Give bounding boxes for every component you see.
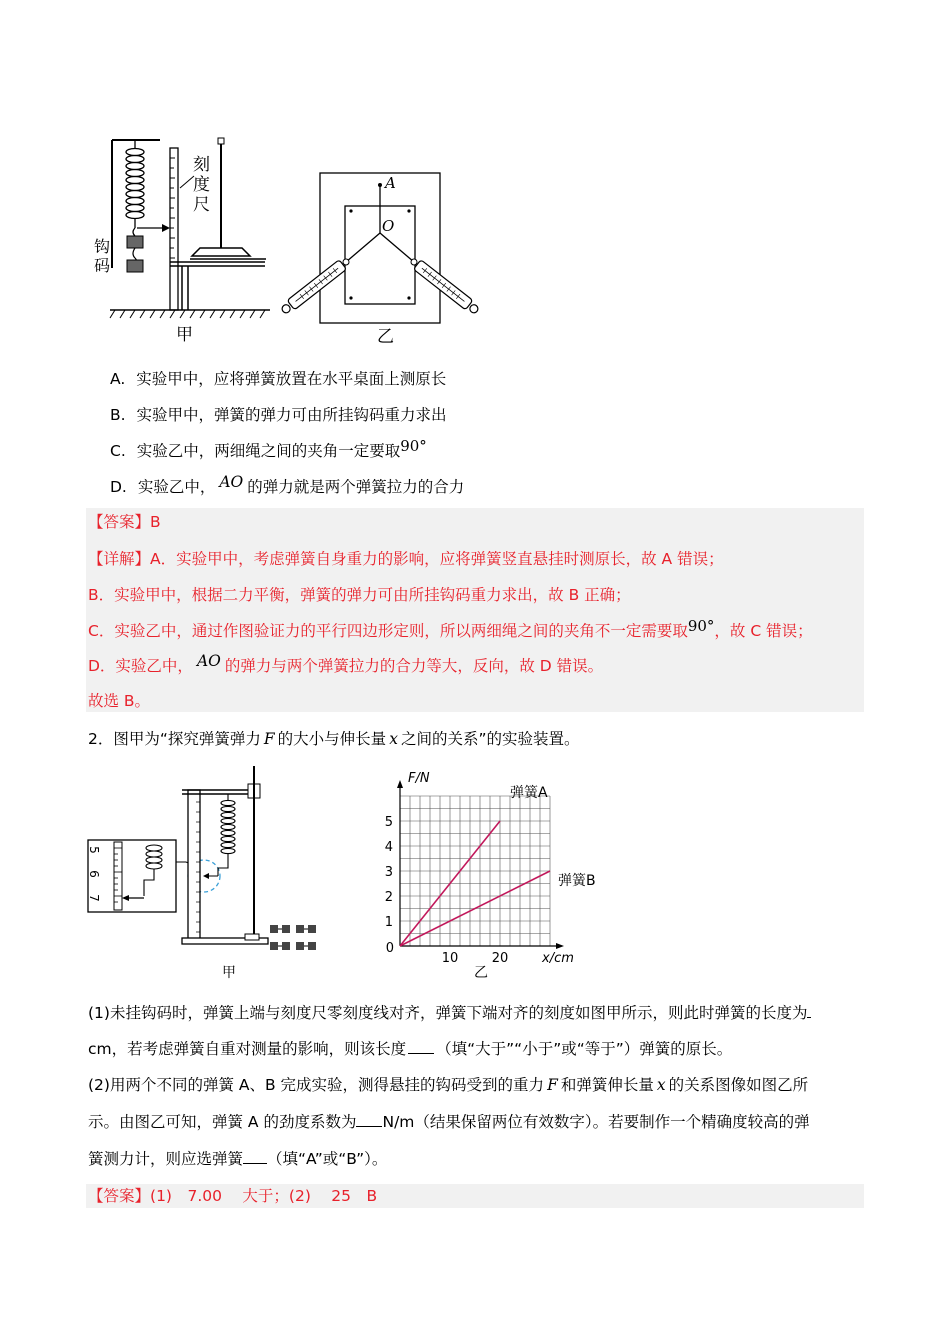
q2-part1-text: (1)未挂钩码时，弹簧上端与刻度尺零刻度线对齐，弹簧下端对齐的刻度如图甲所示，则此时弹簧的长度为 — [88, 1004, 808, 1022]
option-b — [110, 404, 447, 426]
hook-weights — [127, 228, 143, 272]
y-tick-label: 3 — [384, 865, 393, 880]
figure2-jia-caption: 甲 — [222, 965, 236, 981]
force-extension-chart — [370, 770, 610, 970]
q2-var-x: x — [389, 730, 398, 748]
blank-stiffness[interactable] — [356, 1112, 382, 1127]
scale-ruler — [170, 148, 178, 310]
q2-stem-a: 图甲为“探究弹簧弹力 — [113, 730, 261, 748]
blank-compare[interactable] — [408, 1039, 434, 1054]
inset-tick-6: 6 — [86, 870, 101, 878]
answer-block-q1 — [86, 508, 864, 712]
option-a-letter: A. — [110, 370, 126, 388]
inset-tick-5: 5 — [86, 846, 101, 854]
origin-label: 0 — [385, 941, 394, 956]
x-axis-label: x/cm — [542, 951, 574, 966]
series-a-label: 弹簧A — [510, 785, 548, 801]
blank-length[interactable] — [807, 1003, 811, 1018]
explain-line-4 — [88, 652, 604, 677]
answer-line-q1 — [88, 511, 161, 533]
answer-value: B — [150, 513, 161, 531]
q2-stem-b: 的大小与伸长量 — [277, 730, 387, 748]
answer-label: 【答案】 — [88, 513, 151, 531]
q2-part1-line2 — [88, 1038, 732, 1060]
figure1-jia-caption: 甲 — [176, 325, 193, 345]
q2-part2-var-f: F — [547, 1076, 558, 1094]
q2-part2-text-2a: 示。由图乙可知，弹簧 A 的劲度系数为 — [88, 1113, 357, 1131]
answer-label-q2: 【答案】 — [88, 1187, 151, 1205]
explain-text-3b: ，故 C 错误； — [714, 622, 813, 640]
option-c-letter: C. — [110, 442, 126, 460]
x-axis-arrow — [556, 943, 564, 949]
explain-label: 【详解】 — [88, 550, 151, 568]
option-d-letter: D. — [110, 478, 127, 496]
figure1-yi-caption: 乙 — [377, 327, 394, 347]
option-b-letter: B. — [110, 406, 126, 424]
figure1-jia — [90, 128, 280, 350]
q2-part2-line1 — [88, 1074, 808, 1096]
q2-part2-line3 — [88, 1148, 387, 1170]
x-tick-label: 20 — [491, 951, 509, 966]
figure1-yi — [280, 168, 490, 333]
spare-weights — [270, 925, 316, 950]
option-d-ao: AO — [219, 473, 244, 491]
q2-part1-line1 — [88, 1002, 811, 1024]
option-c-text: 实验乙中，两细绳之间的夹角一定要取 — [136, 442, 401, 460]
explain-ao: AO — [196, 652, 221, 670]
inset-tick-7: 7 — [86, 894, 101, 902]
option-d — [110, 473, 465, 498]
spring-coil — [126, 140, 144, 228]
explain-line-5: 故选 B。 — [88, 692, 151, 710]
x-tick-label: 10 — [441, 951, 459, 966]
q2-part2-text-1a: (2)用两个不同的弹簧 A、B 完成实验，测得悬挂的钩码受到的重力 — [88, 1076, 545, 1094]
q2-part2-text-1c: 的关系图像如图乙所 — [668, 1076, 809, 1094]
q2-part1-text-2a: cm，若考虑弹簧自重对测量的影响，则该长度 — [88, 1040, 407, 1058]
explain-line-3 — [88, 617, 813, 642]
chart-axes — [397, 780, 564, 949]
q2-part2-text-3a: 簧测力计，则应选弹簧 — [88, 1150, 244, 1168]
explain-angle: 90° — [687, 617, 715, 635]
figure2-yi-caption: 乙 — [474, 965, 488, 981]
y-tick-label: 2 — [384, 890, 393, 905]
figure2-jia — [86, 762, 326, 962]
point-o-label: O — [382, 217, 395, 235]
explain-text-3a: C．实验乙中，通过作图验证力的平行四边形定则，所以两细绳之间的夹角不一定需要取 — [88, 622, 688, 640]
y-tick-label: 1 — [384, 915, 393, 930]
q2-var-f: F — [263, 730, 275, 748]
explain-text-1: A．实验甲中，考虑弹簧自身重力的影响，应将弹簧竖直悬挂时测原长，故 A 错误； — [150, 550, 724, 568]
weights-label: 钩码 — [94, 237, 111, 275]
q2-part2-text-1b: 和弹簧伸长量 — [560, 1076, 654, 1094]
q2-part2-var-x: x — [656, 1076, 666, 1094]
stand-spring — [218, 794, 235, 876]
series-b-label: 弹簧B — [558, 873, 596, 889]
option-c-angle: 90° — [400, 437, 427, 455]
q2-part1-text-2b: （填“大于”“小于”或“等于”）弹簧的原长。 — [436, 1040, 733, 1058]
explain-line-1 — [88, 548, 724, 570]
y-axis-arrow — [397, 780, 403, 788]
point-a-label: A — [385, 174, 396, 192]
q2-number: 2． — [88, 730, 114, 748]
option-d-text-after: 的弹力就是两个弹簧拉力的合力 — [247, 478, 465, 496]
explain-text-4b: 的弹力与两个弹簧拉力的合力等大，反向，故 D 错误。 — [224, 657, 604, 675]
y-axis-label: F/N — [408, 771, 430, 786]
chart-grid — [400, 796, 550, 946]
blank-spring-choice[interactable] — [243, 1149, 267, 1164]
option-d-text-before: 实验乙中， — [137, 478, 216, 496]
option-c — [110, 437, 427, 462]
explain-line-2: B．实验甲中，根据二力平衡，弹簧的弹力可由所挂钩码重力求出，故 B 正确； — [88, 586, 631, 604]
q2-part2-text-2b: N/m（结果保留两位有效数字）。若要制作一个精确度较高的弹 — [382, 1113, 810, 1131]
q2-stem-c: 之间的关系”的实验装置。 — [400, 730, 580, 748]
y-tick-label: 5 — [384, 815, 393, 830]
option-b-text: 实验甲中，弹簧的弹力可由所挂钩码重力求出 — [136, 406, 447, 424]
q2-stem — [88, 728, 579, 750]
option-a-text: 实验甲中，应将弹簧放置在水平桌面上测原长 — [136, 370, 447, 388]
option-a — [110, 368, 446, 390]
ruler-label: 刻度尺 — [193, 155, 210, 215]
y-tick-label: 4 — [384, 840, 393, 855]
answer-value-q2: (1) 7.00 大于；(2) 25 B — [150, 1187, 378, 1205]
q2-part2-text-3b: （填“A”或“B”）。 — [267, 1150, 388, 1168]
explain-text-4a: D．实验乙中， — [88, 657, 193, 675]
q2-part2-line2 — [88, 1111, 810, 1133]
answer-line-q2 — [88, 1185, 377, 1207]
